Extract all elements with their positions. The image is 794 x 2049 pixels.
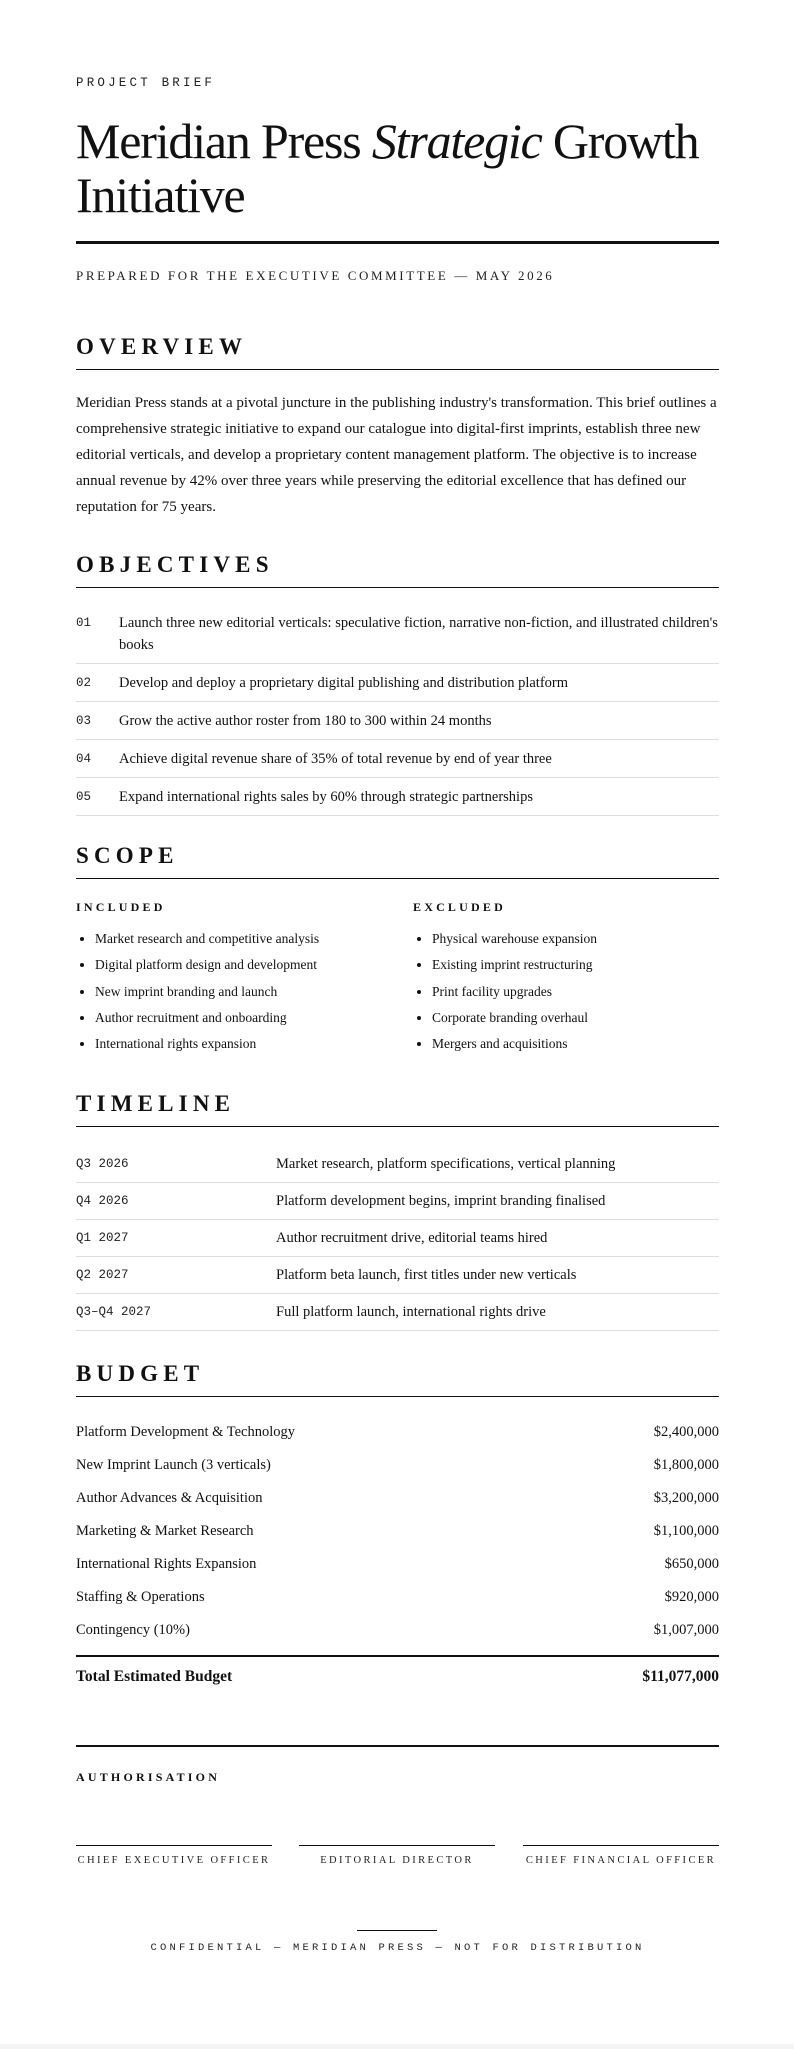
- scope-heading: SCOPE: [76, 843, 719, 879]
- budget-line-amount: $1,100,000: [653, 1523, 719, 1539]
- objective-item: [76, 664, 719, 702]
- footer-divider: [357, 1930, 437, 1931]
- timeline-description: Platform development begins, imprint branding finalised: [276, 1193, 606, 1209]
- timeline-item: [76, 1294, 719, 1331]
- scope-excluded-item: • Corporate branding overhaul: [432, 1005, 713, 1031]
- budget-total-divider: [76, 1655, 719, 1657]
- scope-included-item: • International rights expansion: [95, 1031, 376, 1057]
- title-part-2: Growth Initiative: [76, 113, 699, 223]
- budget-total-label: Total Estimated Budget: [76, 1668, 233, 1685]
- objective-item: [76, 702, 719, 740]
- objective-number: 03: [76, 714, 92, 728]
- objective-number: 02: [76, 676, 92, 690]
- timeline-item: [76, 1183, 719, 1220]
- budget-line-amount: $1,007,000: [653, 1622, 719, 1638]
- timeline-period: Q2 2027: [76, 1268, 129, 1282]
- objective-text: Expand international rights sales by 60% through strategic partnerships: [119, 789, 533, 805]
- signatory-title: CHIEF FINANCIAL OFFICER: [525, 1855, 717, 1866]
- scope-included-column: [76, 900, 376, 1057]
- budget-line-label: Platform Development & Technology: [76, 1424, 295, 1440]
- timeline-period: Q3 2026: [76, 1157, 129, 1171]
- budget-line-label: Staffing & Operations: [76, 1589, 205, 1605]
- budget-line-item: [76, 1485, 719, 1518]
- objective-item: [76, 740, 719, 778]
- budget-line-amount: $650,000: [664, 1556, 719, 1572]
- document-title: [76, 114, 719, 222]
- authorisation-divider: [76, 1745, 719, 1747]
- scope-excluded-heading: EXCLUDED: [413, 900, 506, 914]
- budget-line-label: Contingency (10%): [76, 1622, 190, 1638]
- timeline-heading: TIMELINE: [76, 1091, 719, 1127]
- objective-item: [76, 604, 719, 664]
- scope-included-item: • Author recruitment and onboarding: [95, 1005, 376, 1031]
- overview-paragraph: Meridian Press stands at a pivotal juncture in the publishing industry's transformation. This brief outlines a comprehensive strategic initiative to expand our catalogue into digital-first imprints, establish three new editorial verticals, and develop a proprietary content management platform. The objective is to increase annual revenue by 42% over three years while preserving the editorial excellence that has defined our reputation for 75 years.: [76, 395, 717, 515]
- timeline-description: Market research, platform specifications, vertical planning: [276, 1156, 616, 1172]
- objective-text: Develop and deploy a proprietary digital publishing and distribution platform: [119, 675, 569, 691]
- title-italic-word: Strategic: [371, 113, 542, 169]
- signature-line-editorial-director: [299, 1845, 495, 1869]
- budget-total-amount: $11,077,000: [642, 1668, 719, 1685]
- timeline-period: Q3–Q4 2027: [76, 1305, 152, 1319]
- budget-line-label: International Rights Expansion: [76, 1556, 257, 1572]
- scope-excluded-column: [413, 900, 713, 1057]
- budget-line-amount: $3,200,000: [653, 1490, 719, 1506]
- timeline-item: [76, 1146, 719, 1183]
- title-divider: [76, 241, 719, 244]
- objectives-heading: OBJECTIVES: [76, 552, 719, 588]
- confidentiality-footer: CONFIDENTIAL — MERIDIAN PRESS — NOT FOR DISTRIBUTION: [150, 1942, 645, 1954]
- budget-line-amount: $1,800,000: [653, 1457, 719, 1473]
- timeline-description: Full platform launch, international rights drive: [276, 1304, 546, 1320]
- timeline-period: Q1 2027: [76, 1231, 129, 1245]
- authorisation-heading: AUTHORISATION: [76, 1770, 221, 1784]
- signature-line-cfo: [523, 1845, 719, 1869]
- scope-excluded-list: [413, 926, 713, 1057]
- objective-number: 05: [76, 790, 92, 804]
- timeline-list: [76, 1146, 719, 1331]
- objective-number: 04: [76, 752, 92, 766]
- objective-text: Grow the active author roster from 180 to 300 within 24 months: [119, 713, 492, 729]
- budget-total-row: [76, 1668, 719, 1686]
- objective-text: Achieve digital revenue share of 35% of total revenue by end of year three: [119, 751, 552, 767]
- scope-excluded-item: • Physical warehouse expansion: [432, 926, 713, 952]
- budget-line-label: New Imprint Launch (3 verticals): [76, 1457, 271, 1473]
- objective-number: 01: [76, 616, 92, 630]
- budget-line-item: [76, 1419, 719, 1452]
- objective-text: Launch three new editorial verticals: speculative fiction, narrative non-fiction, and illustrated children's books: [119, 615, 718, 653]
- title-part-1: Meridian Press: [76, 113, 372, 169]
- budget-line-label: Marketing & Market Research: [76, 1523, 254, 1539]
- prepared-for-line: PREPARED FOR THE EXECUTIVE COMMITTEE — MAY 2026: [76, 268, 555, 283]
- scope-excluded-item: • Mergers and acquisitions: [432, 1031, 713, 1057]
- timeline-item: [76, 1220, 719, 1257]
- overview-heading: OVERVIEW: [76, 334, 719, 370]
- scope-included-item: • Market research and competitive analysis: [95, 926, 376, 952]
- budget-list: [76, 1419, 719, 1650]
- objective-item: [76, 778, 719, 816]
- timeline-description: Platform beta launch, first titles under new verticals: [276, 1267, 577, 1283]
- budget-line-amount: $920,000: [664, 1589, 719, 1605]
- scope-excluded-item: • Existing imprint restructuring: [432, 952, 713, 978]
- timeline-description: Author recruitment drive, editorial teams hired: [276, 1230, 548, 1246]
- timeline-item: [76, 1257, 719, 1294]
- scope-included-item: • Digital platform design and development: [95, 952, 376, 978]
- timeline-period: Q4 2026: [76, 1194, 129, 1208]
- document-eyebrow: PROJECT BRIEF: [76, 76, 216, 90]
- signatory-title: EDITORIAL DIRECTOR: [320, 1855, 474, 1866]
- budget-heading: BUDGET: [76, 1361, 719, 1397]
- budget-line-item: [76, 1452, 719, 1485]
- budget-line-item: [76, 1551, 719, 1584]
- signature-line-ceo: [76, 1845, 272, 1869]
- scope-included-item: • New imprint branding and launch: [95, 979, 376, 1005]
- scope-included-list: [76, 926, 376, 1057]
- budget-line-item: [76, 1584, 719, 1617]
- budget-line-amount: $2,400,000: [653, 1424, 719, 1440]
- scope-excluded-item: • Print facility upgrades: [432, 979, 713, 1005]
- budget-line-item: [76, 1518, 719, 1551]
- budget-line-item: [76, 1617, 719, 1650]
- objectives-list: [76, 604, 719, 816]
- scope-included-heading: INCLUDED: [76, 900, 166, 914]
- signatory-title: CHIEF EXECUTIVE OFFICER: [77, 1855, 271, 1866]
- budget-line-label: Author Advances & Acquisition: [76, 1490, 263, 1506]
